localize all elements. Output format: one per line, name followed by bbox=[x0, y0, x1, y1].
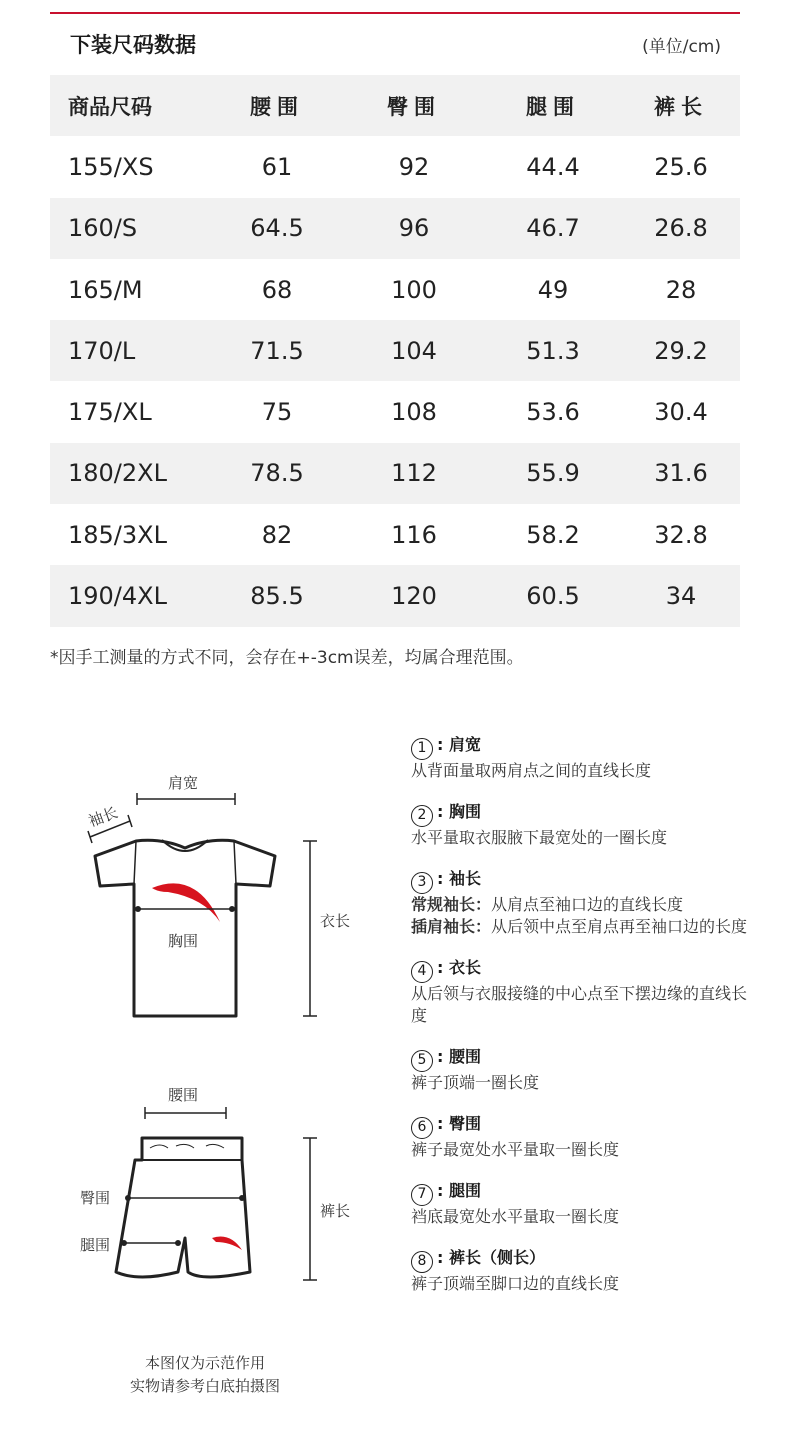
definition-item bbox=[411, 732, 751, 782]
table-cell: 51.3 bbox=[526, 336, 580, 365]
sub-item-value: 从后领中点至肩点再至袖口边的长度 bbox=[491, 917, 748, 936]
table-cell: 71.5 bbox=[250, 336, 304, 365]
circled-number: 7 bbox=[411, 1184, 433, 1206]
circled-number: 8 bbox=[411, 1251, 433, 1273]
definition-text: 从背面量取两肩点之间的直线长度 bbox=[411, 761, 652, 780]
page-title: 下装尺码数据 bbox=[70, 33, 196, 57]
measurement-note: *因手工测量的方式不同，会存在+-3cm误差，均属合理范围。 bbox=[50, 648, 524, 668]
table-cell: 46.7 bbox=[526, 214, 580, 243]
sub-item-key: 插肩袖长： bbox=[411, 917, 492, 936]
definition-title bbox=[411, 1178, 751, 1206]
shoulder-measure-line bbox=[137, 793, 235, 805]
table-cell: 78.5 bbox=[250, 459, 304, 488]
definition-title-text: : 腿围 bbox=[437, 1181, 481, 1200]
definition-sub-item bbox=[411, 894, 751, 916]
shorts-drawing bbox=[116, 1138, 250, 1277]
definition-item bbox=[411, 1245, 751, 1295]
table-cell: 31.6 bbox=[654, 459, 708, 488]
label-waist: 腰围 bbox=[168, 1086, 199, 1104]
body-length-measure-line bbox=[303, 841, 317, 1016]
table-cell: 44.4 bbox=[526, 152, 580, 181]
table-cell: 165/M bbox=[68, 275, 143, 304]
table-row bbox=[50, 259, 740, 320]
header-waist: 腰围 bbox=[250, 94, 304, 119]
label-body-length: 衣长 bbox=[320, 912, 351, 930]
label-sleeve: 袖长 bbox=[85, 803, 121, 831]
waist-measure-line bbox=[145, 1107, 226, 1119]
circled-number: 2 bbox=[411, 805, 433, 827]
pants-length-measure-line bbox=[303, 1138, 317, 1280]
table-cell: 60.5 bbox=[526, 582, 580, 611]
definition-title-text: : 腰围 bbox=[437, 1047, 481, 1066]
definition-title bbox=[411, 799, 751, 827]
label-shoulder: 肩宽 bbox=[168, 774, 199, 792]
table-cell: 190/4XL bbox=[68, 582, 167, 611]
table-cell: 100 bbox=[391, 275, 437, 304]
table-cell: 55.9 bbox=[526, 459, 580, 488]
definition-item bbox=[411, 799, 751, 849]
definition-text: 裆底最宽处水平量取一圈长度 bbox=[411, 1207, 620, 1226]
table-cell: 75 bbox=[261, 398, 293, 427]
definition-title-text: : 胸围 bbox=[437, 802, 481, 821]
table-cell: 68 bbox=[261, 275, 293, 304]
circled-number: 5 bbox=[411, 1050, 433, 1072]
definition-item bbox=[411, 1044, 751, 1094]
table-cell: 92 bbox=[398, 152, 430, 181]
table-cell: 160/S bbox=[68, 214, 138, 243]
table-cell: 155/XS bbox=[68, 152, 154, 181]
header-hip: 臀围 bbox=[387, 94, 441, 119]
size-table bbox=[50, 75, 740, 627]
definition-title bbox=[411, 1111, 751, 1139]
circled-number: 6 bbox=[411, 1117, 433, 1139]
table-cell: 180/2XL bbox=[68, 459, 167, 488]
table-row bbox=[50, 504, 740, 565]
definition-item bbox=[411, 866, 751, 938]
table-cell: 64.5 bbox=[250, 214, 304, 243]
table-cell: 116 bbox=[391, 520, 437, 549]
table-cell: 108 bbox=[391, 398, 437, 427]
table-cell: 170/L bbox=[68, 336, 136, 365]
measurement-diagram bbox=[0, 690, 400, 1430]
table-cell: 104 bbox=[391, 336, 437, 365]
definition-text: 裤子顶端一圈长度 bbox=[411, 1073, 540, 1092]
label-pants-length: 裤长 bbox=[320, 1202, 351, 1220]
circled-number: 1 bbox=[411, 738, 433, 760]
table-cell: 175/XL bbox=[68, 398, 152, 427]
table-cell: 28 bbox=[665, 275, 697, 304]
table-cell: 26.8 bbox=[654, 214, 708, 243]
table-row bbox=[50, 136, 740, 197]
caption-line-2: 实物请参考白底拍摄图 bbox=[129, 1377, 280, 1395]
definition-text: 从后领与衣服接缝的中心点至下摆边缘的直线长度 bbox=[411, 984, 748, 1025]
table-cell: 185/3XL bbox=[68, 520, 167, 549]
definition-text: 裤子最宽处水平量取一圈长度 bbox=[411, 1140, 620, 1159]
table-row bbox=[50, 565, 740, 626]
table-row bbox=[50, 443, 740, 504]
definitions-list bbox=[411, 732, 751, 1312]
table-cell: 120 bbox=[391, 582, 437, 611]
definition-item bbox=[411, 1111, 751, 1161]
diagram-svg bbox=[0, 690, 400, 1430]
table-cell: 85.5 bbox=[250, 582, 304, 611]
tshirt-drawing bbox=[95, 840, 275, 1016]
definition-title-text: : 肩宽 bbox=[437, 735, 481, 754]
definition-title-text: : 臀围 bbox=[437, 1114, 481, 1133]
circled-number: 3 bbox=[411, 872, 433, 894]
table-cell: 32.8 bbox=[654, 520, 708, 549]
table-cell: 29.2 bbox=[654, 336, 708, 365]
unit-label: (单位/cm) bbox=[642, 37, 721, 57]
label-thigh: 腿围 bbox=[80, 1236, 111, 1254]
sub-item-value: 从肩点至袖口边的直线长度 bbox=[491, 895, 684, 914]
caption-line-1: 本图仅为示范作用 bbox=[144, 1354, 265, 1372]
definition-title bbox=[411, 955, 751, 983]
definition-item bbox=[411, 955, 751, 1027]
header-length: 裤长 bbox=[654, 94, 708, 119]
table-row bbox=[50, 381, 740, 442]
definition-title bbox=[411, 866, 751, 894]
table-header bbox=[50, 75, 740, 136]
table-cell: 61 bbox=[261, 152, 293, 181]
definition-title bbox=[411, 732, 751, 760]
table-cell: 112 bbox=[391, 459, 437, 488]
definition-sub-item bbox=[411, 916, 751, 938]
table-cell: 30.4 bbox=[654, 398, 708, 427]
definition-title-text: : 衣长 bbox=[437, 958, 481, 977]
table-cell: 49 bbox=[537, 275, 569, 304]
diagram-caption bbox=[95, 1352, 315, 1398]
definition-text: 裤子顶端至脚口边的直线长度 bbox=[411, 1274, 620, 1293]
definition-title bbox=[411, 1245, 751, 1273]
definition-title bbox=[411, 1044, 751, 1072]
definition-title-text: : 袖长 bbox=[437, 869, 481, 888]
definition-item bbox=[411, 1178, 751, 1228]
top-divider bbox=[50, 12, 740, 14]
definition-title-text: : 裤长（侧长） bbox=[437, 1248, 545, 1267]
definition-text: 水平量取衣服腋下最宽处的一圈长度 bbox=[411, 828, 668, 847]
circled-number: 4 bbox=[411, 961, 433, 983]
table-row bbox=[50, 198, 740, 259]
table-cell: 96 bbox=[398, 214, 430, 243]
sub-item-key: 常规袖长： bbox=[411, 895, 492, 914]
table-row bbox=[50, 320, 740, 381]
table-cell: 82 bbox=[261, 520, 293, 549]
table-cell: 34 bbox=[665, 582, 697, 611]
header-size: 商品尺码 bbox=[68, 94, 152, 119]
label-hip: 臀围 bbox=[80, 1189, 111, 1207]
table-cell: 25.6 bbox=[654, 152, 708, 181]
label-chest: 胸围 bbox=[168, 932, 199, 950]
table-cell: 53.6 bbox=[526, 398, 580, 427]
table-cell: 58.2 bbox=[526, 520, 580, 549]
header-thigh: 腿围 bbox=[526, 94, 580, 119]
